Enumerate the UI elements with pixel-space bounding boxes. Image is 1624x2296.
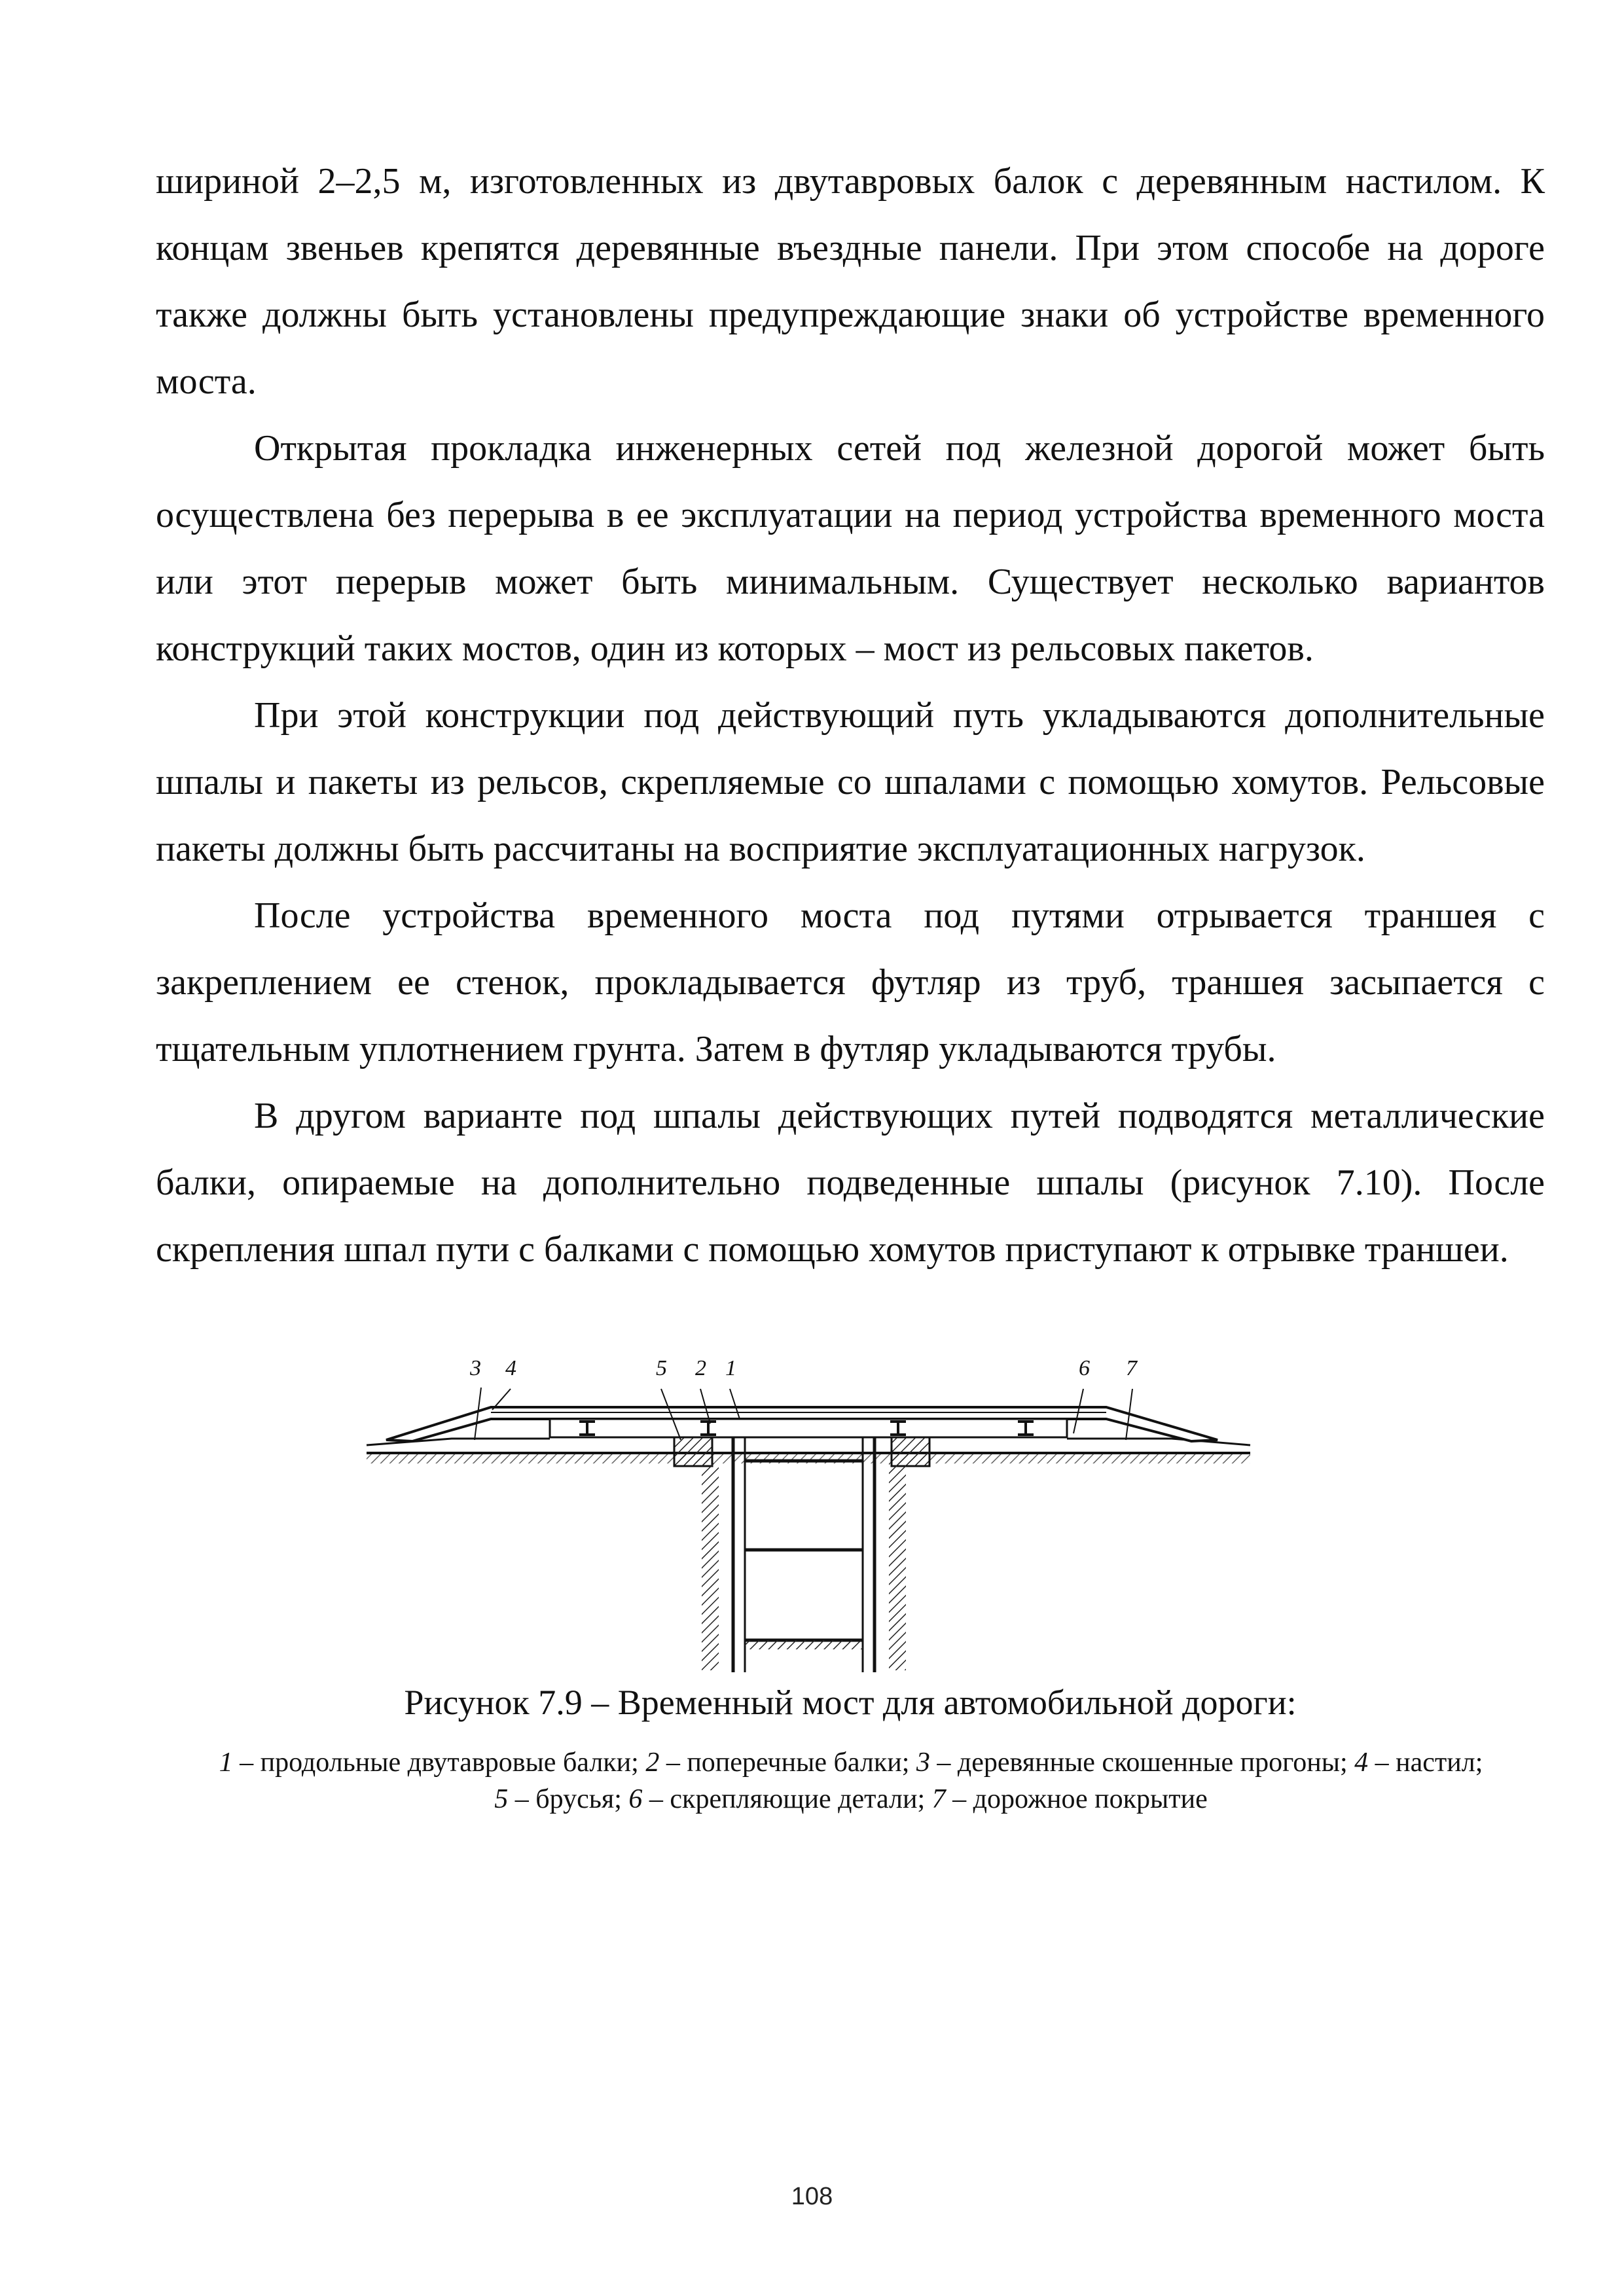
label-5: 5 bbox=[656, 1356, 667, 1380]
legend-text-3: – деревянные скошенные прогоны; bbox=[929, 1748, 1355, 1778]
trench-bottom bbox=[745, 1640, 863, 1649]
page-number: 108 bbox=[791, 2183, 833, 2210]
legend-num-5: 5 bbox=[494, 1784, 509, 1814]
timber-block-right bbox=[892, 1437, 929, 1466]
trench-wall-right bbox=[889, 1463, 906, 1670]
label-7: 7 bbox=[1126, 1356, 1137, 1380]
legend-num-3: 3 bbox=[916, 1748, 930, 1778]
paragraph-4: После устройства временного моста под путями отрывается траншея с закреплением ее стенок, прокладывается футляр из труб, траншея засыпается с тщательным уплотнением грунта. Затем в футляр укладываются трубы. bbox=[156, 895, 1545, 1069]
figure-legend bbox=[216, 1744, 1486, 1818]
trench-wall-left bbox=[702, 1463, 719, 1670]
legend-num-2: 2 bbox=[645, 1748, 660, 1778]
legend-text-5: – брусья; bbox=[508, 1784, 629, 1814]
label-2: 2 bbox=[695, 1356, 706, 1380]
timber-block-left bbox=[674, 1437, 712, 1466]
longitudinal-beam bbox=[550, 1419, 1067, 1437]
paragraph-3: При этой конструкции под действующий путь укладываются дополнительные шпалы и пакеты из рельсов, скрепляемые со шпалами с помощью хомутов. Рельсовые пакеты должны быть рассчитаны на восприятие эксплуатационных нагрузок. bbox=[156, 695, 1545, 869]
legend-num-4: 4 bbox=[1354, 1748, 1369, 1778]
bridge-figure bbox=[353, 1342, 1270, 1682]
paragraph-5: В другом варианте под шпалы действующих путей подводятся металлические балки, опираемые на дополнительно подведенные шпалы (рисунок 7.10). После скрепления шпал пути с балками с помощью хомутов приступают к отрывке траншеи. bbox=[156, 1096, 1545, 1270]
legend-text-7: – дорожное покрытие bbox=[945, 1784, 1208, 1814]
legend-text-4: – настил; bbox=[1368, 1748, 1483, 1778]
legend-num-7: 7 bbox=[931, 1784, 946, 1814]
legend-text-1: – продольные двутавровые балки; bbox=[232, 1748, 646, 1778]
label-3: 3 bbox=[470, 1356, 481, 1380]
paragraph-2: Открытая прокладка инженерных сетей под железной дорогой может быть осуществлена без перерыва в ее эксплуатации на период устройства временного моста или этот перерыв может быть минимальным. Существует несколько вариантов конструкций таких мостов, один из которых – мост из рельсовых пакетов. bbox=[156, 428, 1545, 669]
legend-num-6: 6 bbox=[628, 1784, 643, 1814]
legend-text-6: – скрепляющие детали; bbox=[642, 1784, 932, 1814]
bridge-drawing bbox=[353, 1342, 1270, 1682]
legend-text-2: – поперечные балки; bbox=[659, 1748, 916, 1778]
legend-num-1: 1 bbox=[219, 1748, 233, 1778]
paragraph-1: шириной 2–2,5 м, изготовленных из двутавровых балок с деревянным настилом. К концам звеньев крепятся деревянные въездные панели. При этом способе на дороге также должны быть установлены предупреждающие знаки об устройстве временного моста. bbox=[156, 161, 1545, 402]
label-6: 6 bbox=[1079, 1356, 1090, 1380]
label-4: 4 bbox=[505, 1356, 516, 1380]
figure-caption: Рисунок 7.9 – Временный мост для автомобильной дороги: bbox=[404, 1683, 1297, 1722]
road-surface-right bbox=[1067, 1439, 1250, 1445]
label-1: 1 bbox=[725, 1356, 736, 1380]
body-text bbox=[156, 148, 1545, 1283]
